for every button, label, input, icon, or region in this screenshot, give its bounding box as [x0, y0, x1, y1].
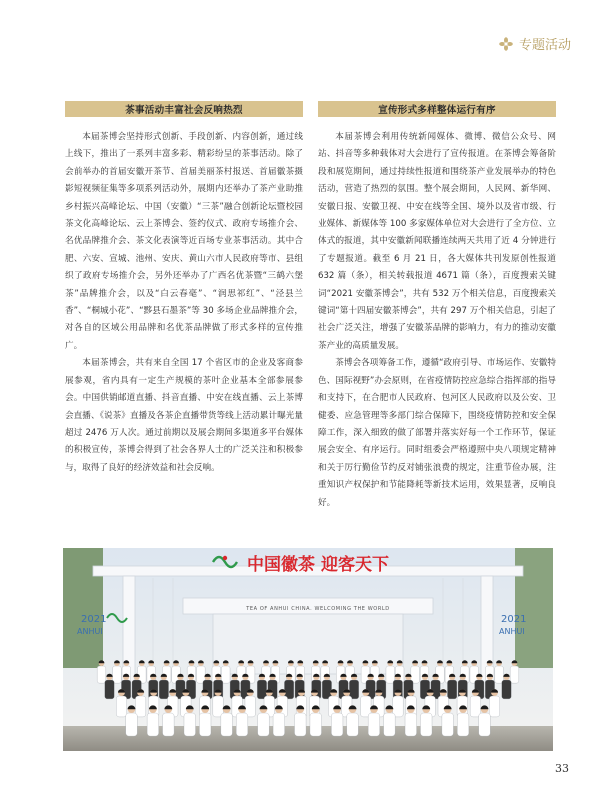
right-heading: 宣传形式多样整体运行有序 — [318, 101, 556, 117]
banner-subtitle: TEA OF ANHUI CHINA. WELCOMING THE WORLD — [246, 606, 390, 612]
left-logo-year: 2021 — [81, 614, 107, 625]
left-column — [65, 101, 303, 477]
right-paragraph-2: 茶博会各项筹备工作，遵循“政府引导、市场运作、安徽特色、国际视野”办会原则，在省疫情防控应急综合指挥部的指导和支持下，在合肥市人民政府、包河区人民政府以及公安、卫健委、应急管理等多部门综合保障下，围绕疫情防控和安全保障工作，深入细致的做了部署并落实好每一个工作环节，保证展会安全、有序运行。同时组委会严格遵照中央八项规定精神和关于厉行勤俭节约反对铺张浪费的规定，注重节俭办展，注重知识产权保护和节能降耗等新技术运用，效果显著，反响良好。 — [318, 358, 556, 508]
right-column — [318, 101, 556, 512]
right-paragraph-1: 本届茶博会利用传统新闻媒体、微博、微信公众号、网站、抖音等多种载体对大会进行了宣传报道。在茶博会筹备阶段和展览期间，通过持续性报道和围绕茶产业发展举办的特色活动，营造了热烈的氛围。整个展会期间，人民网、新华网、安徽日报、安徽卫视、中安在线等全国、境外以及省市级、行业媒体、新媒体等 100 多家媒体单位对大会进行了全方位、立体式的报道，其中安徽新闻联播连续两天共用了近 4 分钟进行了专题报道。截至 6 月 21 日，各大媒体共刊发原创性报道 632 篇（条），相关转载报道 4671 篇（条），百度搜索关键词“2021 安徽茶博会”，共有 532 万个相关信息，百度搜索关键词“第十四届安徽茶博会”，共有 297 万个相关信息，引起了社会广泛关注，增强了安徽茶品牌的影响力，有力的推动安徽茶产业的高质量发展。 — [318, 132, 556, 351]
page-number: 33 — [555, 762, 569, 775]
section-tag — [499, 34, 571, 53]
right-logo-text: ANHUI — [499, 627, 525, 636]
section-tag-label: 专题活动 — [518, 38, 571, 53]
left-paragraph-1: 本届茶博会坚持形式创新、手段创新、内容创新，通过线上线下，推出了一系列丰富多彩、精彩纷呈的茶事活动。除了会前举办的首届安徽开茶节、首届美丽茶村报送、首届徽茶摄影短视频征集等多项系列活动外，展期内还举办了茶产业助推乡村振兴高峰论坛、中国（安徽）“三茶”融合创新论坛暨校园茶文化高峰论坛、云上茶博会、签约仪式、政府专场推介会、名优品牌推介会、茶文化表演等近百场专业茶事活动。其中合肥、六安、宣城、池州、安庆、黄山六市人民政府等市、县组织了政府专场推介会，另外还举办了广西名优茶暨“三鹤六堡茶”品牌推介会，以及“白云春毫”、“润思祁红”、“泾县兰香”、“桐城小花”、“黟县石墨茶”等 30 多场企业品牌推介会，对各自的区域公用品牌和名优茶品牌做了形式多样的宣传推广。 — [65, 132, 303, 351]
right-logo-year: 2021 — [501, 614, 527, 625]
group-photo — [63, 548, 553, 751]
left-paragraph-2: 本届茶博会，共有来自全国 17 个省区市的企业及客商参展参观，省内具有一定生产规模的茶叶企业基本全部参展参会。中国供销邮道直播、抖音直播、中安在线直播、云上茶博会直播、《说茶》直播及各茶企直播带货等线上活动累计曝光量超过 2476 万人次。通过前期以及展会期间多渠道多平台媒体的积极宣传，茶博会得到了社会各界人士的广泛关注和积极参与，取得了良好的经济效益和社会反响。 — [65, 358, 303, 473]
flower-icon — [499, 37, 513, 51]
left-heading: 茶事活动丰富社会反响热烈 — [65, 101, 303, 117]
left-logo-text: ANHUI — [77, 627, 103, 636]
banner-title: 中国徽茶 迎客天下 — [247, 555, 389, 575]
group-photo-illustration — [63, 548, 553, 751]
